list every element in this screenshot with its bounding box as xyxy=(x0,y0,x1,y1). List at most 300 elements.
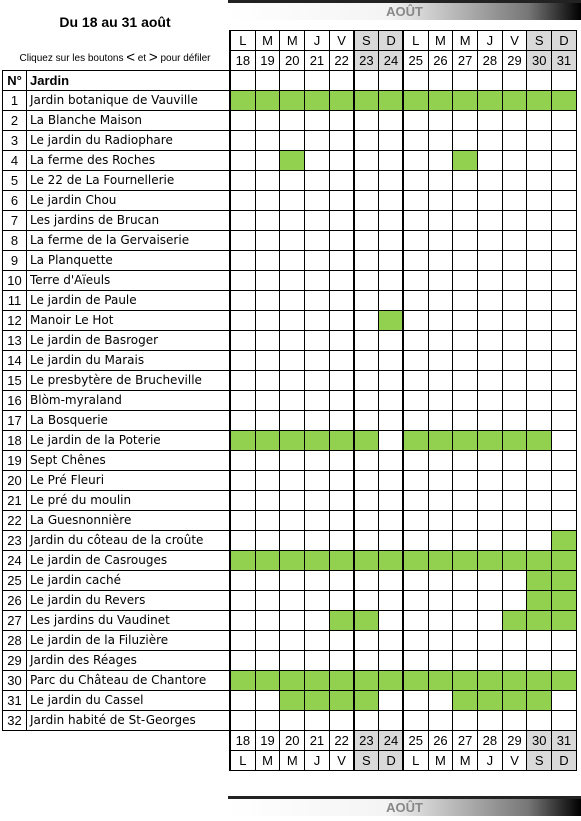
schedule-cell xyxy=(502,650,528,671)
schedule-cell xyxy=(526,610,552,631)
garden-name[interactable]: Le pré du moulin xyxy=(26,490,231,511)
schedule-cell xyxy=(477,690,503,711)
schedule-cell xyxy=(354,410,380,431)
schedule-cell xyxy=(452,290,478,311)
schedule-cell xyxy=(279,310,305,331)
schedule-cell xyxy=(304,310,330,331)
garden-name[interactable]: Jardin botanique de Vauville xyxy=(26,90,231,111)
schedule-cell xyxy=(403,130,429,151)
header-spacer-11 xyxy=(502,70,528,91)
schedule-cell xyxy=(502,270,528,291)
schedule-cell xyxy=(526,470,552,491)
schedule-cell xyxy=(230,270,256,291)
header-spacer-8 xyxy=(428,70,454,91)
schedule-cell xyxy=(403,350,429,371)
schedule-cell xyxy=(428,550,454,571)
date-footer-13: 31 xyxy=(551,730,577,751)
garden-name[interactable]: Le jardin du Revers xyxy=(26,590,231,611)
garden-name[interactable]: Le jardin du Marais xyxy=(26,350,231,371)
schedule-cell xyxy=(428,170,454,191)
date-footer-1: 19 xyxy=(255,730,281,751)
weekday-footer-2: M xyxy=(279,750,305,771)
weekday-footer-7: L xyxy=(403,750,429,771)
schedule-cell xyxy=(255,170,281,191)
schedule-cell xyxy=(452,650,478,671)
schedule-cell xyxy=(502,470,528,491)
schedule-cell xyxy=(403,170,429,191)
weekday-header-10: J xyxy=(477,30,503,51)
garden-name[interactable]: Le jardin du Radiophare xyxy=(26,130,231,151)
schedule-cell xyxy=(279,550,305,571)
schedule-cell xyxy=(329,450,355,471)
schedule-cell xyxy=(551,450,577,471)
schedule-cell xyxy=(428,230,454,251)
schedule-cell xyxy=(502,250,528,271)
garden-num: 8 xyxy=(2,230,27,251)
schedule-cell xyxy=(354,130,380,151)
schedule-cell xyxy=(428,310,454,331)
schedule-cell xyxy=(551,270,577,291)
schedule-cell xyxy=(428,210,454,231)
schedule-cell xyxy=(428,650,454,671)
schedule-cell xyxy=(354,230,380,251)
schedule-cell xyxy=(378,370,404,391)
week-divider-left xyxy=(229,30,231,771)
garden-num: 22 xyxy=(2,510,27,531)
schedule-cell xyxy=(403,230,429,251)
schedule-cell xyxy=(403,370,429,391)
schedule-cell xyxy=(526,350,552,371)
schedule-cell xyxy=(452,630,478,651)
schedule-cell xyxy=(354,110,380,131)
garden-num: 16 xyxy=(2,390,27,411)
garden-name[interactable]: Le jardin caché xyxy=(26,570,231,591)
garden-name[interactable]: Le jardin de Casrouges xyxy=(26,550,231,571)
schedule-cell xyxy=(452,490,478,511)
schedule-cell xyxy=(526,450,552,471)
schedule-cell xyxy=(255,230,281,251)
schedule-cell xyxy=(428,190,454,211)
schedule-cell xyxy=(403,650,429,671)
garden-name[interactable]: Le presbytère de Brucheville xyxy=(26,370,231,391)
date-footer-7: 25 xyxy=(403,730,429,751)
schedule-cell xyxy=(329,650,355,671)
schedule-cell xyxy=(255,410,281,431)
schedule-cell xyxy=(329,470,355,491)
garden-name[interactable]: Jardin du côteau de la croûte xyxy=(26,530,231,551)
schedule-cell xyxy=(354,450,380,471)
schedule-cell xyxy=(329,130,355,151)
schedule-cell xyxy=(477,550,503,571)
schedule-cell xyxy=(329,530,355,551)
schedule-cell xyxy=(477,670,503,691)
garden-num: 11 xyxy=(2,290,27,311)
schedule-cell xyxy=(452,150,478,171)
schedule-cell xyxy=(304,510,330,531)
schedule-cell xyxy=(403,550,429,571)
schedule-cell xyxy=(255,430,281,451)
schedule-cell xyxy=(378,670,404,691)
schedule-cell xyxy=(428,530,454,551)
date-footer-2: 20 xyxy=(279,730,305,751)
schedule-cell xyxy=(329,410,355,431)
schedule-cell xyxy=(230,470,256,491)
schedule-cell xyxy=(526,230,552,251)
schedule-cell xyxy=(378,170,404,191)
schedule-cell xyxy=(354,330,380,351)
schedule-cell xyxy=(452,330,478,351)
garden-name[interactable]: Le Pré Fleuri xyxy=(26,470,231,491)
garden-name[interactable]: La Planquette xyxy=(26,250,231,271)
header-spacer-6 xyxy=(378,70,404,91)
schedule-cell xyxy=(428,430,454,451)
schedule-cell xyxy=(452,310,478,331)
schedule-cell xyxy=(230,250,256,271)
schedule-cell xyxy=(477,650,503,671)
garden-name[interactable]: Les jardins de Brucan xyxy=(26,210,231,231)
garden-name[interactable]: Le 22 de La Fournellerie xyxy=(26,170,231,191)
schedule-cell xyxy=(551,130,577,151)
schedule-cell xyxy=(304,330,330,351)
schedule-cell xyxy=(551,290,577,311)
schedule-cell xyxy=(279,570,305,591)
schedule-cell xyxy=(428,130,454,151)
schedule-cell xyxy=(255,670,281,691)
garden-name[interactable]: La Blanche Maison xyxy=(26,110,231,131)
schedule-cell xyxy=(428,450,454,471)
schedule-cell xyxy=(403,250,429,271)
week-divider-mid xyxy=(402,30,404,771)
garden-num: 7 xyxy=(2,210,27,231)
schedule-cell xyxy=(428,270,454,291)
garden-name[interactable]: Manoir Le Hot xyxy=(26,310,231,331)
schedule-cell xyxy=(551,230,577,251)
garden-name[interactable]: Sept Chênes xyxy=(26,450,231,471)
schedule-cell xyxy=(428,670,454,691)
schedule-cell xyxy=(329,630,355,651)
schedule-cell xyxy=(452,690,478,711)
schedule-cell xyxy=(526,270,552,291)
schedule-cell xyxy=(329,550,355,571)
weekday-header-3: J xyxy=(304,30,330,51)
garden-num: 24 xyxy=(2,550,27,571)
garden-num: 14 xyxy=(2,350,27,371)
schedule-cell xyxy=(230,290,256,311)
garden-num: 29 xyxy=(2,650,27,671)
schedule-cell xyxy=(354,430,380,451)
schedule-cell xyxy=(378,110,404,131)
schedule-cell xyxy=(477,390,503,411)
schedule-cell xyxy=(354,350,380,371)
schedule-cell xyxy=(551,490,577,511)
schedule-cell xyxy=(279,250,305,271)
schedule-cell xyxy=(403,190,429,211)
schedule-cell xyxy=(329,330,355,351)
schedule-cell xyxy=(279,610,305,631)
schedule-cell xyxy=(551,170,577,191)
schedule-cell xyxy=(230,170,256,191)
weekday-header-12: S xyxy=(526,30,552,51)
schedule-cell xyxy=(230,670,256,691)
schedule-cell xyxy=(230,330,256,351)
schedule-cell xyxy=(304,390,330,411)
schedule-cell xyxy=(329,270,355,291)
schedule-cell xyxy=(230,450,256,471)
schedule-cell xyxy=(304,270,330,291)
schedule-cell xyxy=(279,630,305,651)
schedule-cell xyxy=(428,110,454,131)
schedule-cell xyxy=(526,710,552,731)
schedule-cell xyxy=(526,430,552,451)
schedule-cell xyxy=(230,570,256,591)
schedule-cell xyxy=(279,450,305,471)
schedule-cell xyxy=(378,510,404,531)
schedule-cell xyxy=(354,310,380,331)
garden-num: 9 xyxy=(2,250,27,271)
hint-text-after: pour défiler xyxy=(157,53,211,64)
schedule-cell xyxy=(279,670,305,691)
schedule-cell xyxy=(526,190,552,211)
garden-name[interactable]: Le jardin du Cassel xyxy=(26,690,231,711)
date-footer-0: 18 xyxy=(230,730,256,751)
schedule-cell xyxy=(477,290,503,311)
schedule-cell xyxy=(477,90,503,111)
schedule-cell xyxy=(279,590,305,611)
weekday-header-6: D xyxy=(378,30,404,51)
schedule-cell xyxy=(378,250,404,271)
schedule-cell xyxy=(378,450,404,471)
garden-name[interactable]: Jardin des Réages xyxy=(26,650,231,671)
garden-num: 31 xyxy=(2,690,27,711)
schedule-cell xyxy=(502,710,528,731)
month-banner-bottom: AOÛT xyxy=(228,796,581,816)
schedule-cell xyxy=(329,110,355,131)
garden-num: 13 xyxy=(2,330,27,351)
schedule-cell xyxy=(378,710,404,731)
weekday-footer-3: J xyxy=(304,750,330,771)
schedule-cell xyxy=(304,550,330,571)
schedule-cell xyxy=(354,190,380,211)
header-spacer-3 xyxy=(304,70,330,91)
schedule-cell xyxy=(304,190,330,211)
schedule-cell xyxy=(526,550,552,571)
schedule-cell xyxy=(354,710,380,731)
schedule-cell xyxy=(477,510,503,531)
date-footer-4: 22 xyxy=(329,730,355,751)
schedule-cell xyxy=(329,430,355,451)
garden-name[interactable]: Jardin habité de St-Georges xyxy=(26,710,231,731)
schedule-cell xyxy=(428,290,454,311)
date-header-2: 20 xyxy=(279,50,305,71)
weekday-footer-12: S xyxy=(526,750,552,771)
schedule-cell xyxy=(452,170,478,191)
garden-num: 18 xyxy=(2,430,27,451)
schedule-cell xyxy=(403,430,429,451)
schedule-cell xyxy=(403,150,429,171)
schedule-cell xyxy=(502,670,528,691)
schedule-cell xyxy=(255,350,281,371)
garden-name[interactable]: Le jardin de Basroger xyxy=(26,330,231,351)
schedule-cell xyxy=(477,330,503,351)
date-header-0: 18 xyxy=(230,50,256,71)
date-range-title: Du 18 au 31 août xyxy=(59,14,171,30)
schedule-cell xyxy=(255,630,281,651)
schedule-cell xyxy=(403,490,429,511)
schedule-cell xyxy=(304,350,330,371)
schedule-cell xyxy=(378,390,404,411)
schedule-cell xyxy=(329,150,355,171)
schedule-cell xyxy=(526,490,552,511)
schedule-cell xyxy=(378,330,404,351)
schedule-cell xyxy=(378,310,404,331)
garden-name[interactable]: Parc du Château de Chantore xyxy=(26,670,231,691)
schedule-cell xyxy=(255,710,281,731)
schedule-cell xyxy=(329,510,355,531)
schedule-cell xyxy=(403,510,429,531)
schedule-cell xyxy=(551,710,577,731)
garden-num: 30 xyxy=(2,670,27,691)
garden-name[interactable]: Le jardin de Paule xyxy=(26,290,231,311)
schedule-cell xyxy=(551,670,577,691)
schedule-cell xyxy=(279,430,305,451)
garden-num: 1 xyxy=(2,90,27,111)
garden-name[interactable]: Le jardin de la Filuzière xyxy=(26,630,231,651)
garden-num: 19 xyxy=(2,450,27,471)
schedule-cell xyxy=(255,130,281,151)
schedule-cell xyxy=(329,90,355,111)
garden-name[interactable]: La Bosquerie xyxy=(26,410,231,431)
schedule-cell xyxy=(378,430,404,451)
schedule-cell xyxy=(304,590,330,611)
garden-num: 15 xyxy=(2,370,27,391)
weekday-footer-5: S xyxy=(354,750,380,771)
schedule-cell xyxy=(255,530,281,551)
schedule-cell xyxy=(551,350,577,371)
schedule-cell xyxy=(354,250,380,271)
schedule-cell xyxy=(502,390,528,411)
schedule-cell xyxy=(502,630,528,651)
date-header-9: 27 xyxy=(452,50,478,71)
schedule-cell xyxy=(279,650,305,671)
col-header-num: N° xyxy=(2,70,27,91)
garden-name[interactable]: La ferme de la Gervaiserie xyxy=(26,230,231,251)
schedule-cell xyxy=(452,530,478,551)
schedule-cell xyxy=(477,630,503,651)
schedule-cell xyxy=(428,330,454,351)
schedule-cell xyxy=(428,490,454,511)
garden-num: 2 xyxy=(2,110,27,131)
schedule-cell xyxy=(403,570,429,591)
schedule-cell xyxy=(304,370,330,391)
schedule-cell xyxy=(526,570,552,591)
schedule-cell xyxy=(403,270,429,291)
schedule-cell xyxy=(477,350,503,371)
schedule-cell xyxy=(304,710,330,731)
schedule-cell xyxy=(477,110,503,131)
schedule-cell xyxy=(255,290,281,311)
schedule-cell xyxy=(502,90,528,111)
schedule-cell xyxy=(329,670,355,691)
schedule-cell xyxy=(279,230,305,251)
schedule-cell xyxy=(452,550,478,571)
schedule-cell xyxy=(329,290,355,311)
schedule-cell xyxy=(452,610,478,631)
date-header-5: 23 xyxy=(354,50,380,71)
schedule-cell xyxy=(403,90,429,111)
schedule-cell xyxy=(477,530,503,551)
schedule-cell xyxy=(477,190,503,211)
date-footer-9: 27 xyxy=(452,730,478,751)
header-spacer-9 xyxy=(452,70,478,91)
schedule-cell xyxy=(304,130,330,151)
schedule-cell xyxy=(551,650,577,671)
schedule-cell xyxy=(354,490,380,511)
schedule-cell xyxy=(378,350,404,371)
garden-name[interactable]: La Guesnonnière xyxy=(26,510,231,531)
schedule-cell xyxy=(551,630,577,651)
garden-name[interactable]: Le jardin de la Poterie xyxy=(26,430,231,451)
schedule-cell xyxy=(428,410,454,431)
schedule-cell xyxy=(526,290,552,311)
weekday-header-9: M xyxy=(452,30,478,51)
schedule-cell xyxy=(354,570,380,591)
schedule-cell xyxy=(452,390,478,411)
schedule-cell xyxy=(526,670,552,691)
schedule-cell xyxy=(378,530,404,551)
schedule-cell xyxy=(477,430,503,451)
date-header-6: 24 xyxy=(378,50,404,71)
schedule-cell xyxy=(230,230,256,251)
schedule-cell xyxy=(452,370,478,391)
schedule-cell xyxy=(403,470,429,491)
weekday-footer-8: M xyxy=(428,750,454,771)
schedule-cell xyxy=(255,610,281,631)
schedule-cell xyxy=(230,690,256,711)
schedule-cell xyxy=(477,270,503,291)
garden-name[interactable]: Le jardin Chou xyxy=(26,190,231,211)
schedule-cell xyxy=(378,90,404,111)
schedule-cell xyxy=(477,710,503,731)
schedule-cell xyxy=(378,130,404,151)
schedule-cell xyxy=(230,710,256,731)
schedule-cell xyxy=(378,410,404,431)
schedule-cell xyxy=(526,250,552,271)
schedule-cell xyxy=(403,690,429,711)
schedule-cell xyxy=(403,390,429,411)
schedule-cell xyxy=(230,650,256,671)
schedule-cell xyxy=(354,470,380,491)
header-spacer-13 xyxy=(551,70,577,91)
garden-name[interactable]: La ferme des Roches xyxy=(26,150,231,171)
schedule-cell xyxy=(551,570,577,591)
schedule-cell xyxy=(502,610,528,631)
schedule-cell xyxy=(502,310,528,331)
schedule-cell xyxy=(428,590,454,611)
schedule-cell xyxy=(304,670,330,691)
date-header-12: 30 xyxy=(526,50,552,71)
schedule-cell xyxy=(551,510,577,531)
schedule-cell xyxy=(329,170,355,191)
schedule-cell xyxy=(526,650,552,671)
scroll-hint xyxy=(0,48,230,65)
schedule-cell xyxy=(551,370,577,391)
schedule-cell xyxy=(502,150,528,171)
garden-name[interactable]: Blòm-myraland xyxy=(26,390,231,411)
garden-name[interactable]: Terre d'Aïeuls xyxy=(26,270,231,291)
schedule-cell xyxy=(304,610,330,631)
garden-name[interactable]: Les jardins du Vaudinet xyxy=(26,610,231,631)
schedule-cell xyxy=(403,290,429,311)
